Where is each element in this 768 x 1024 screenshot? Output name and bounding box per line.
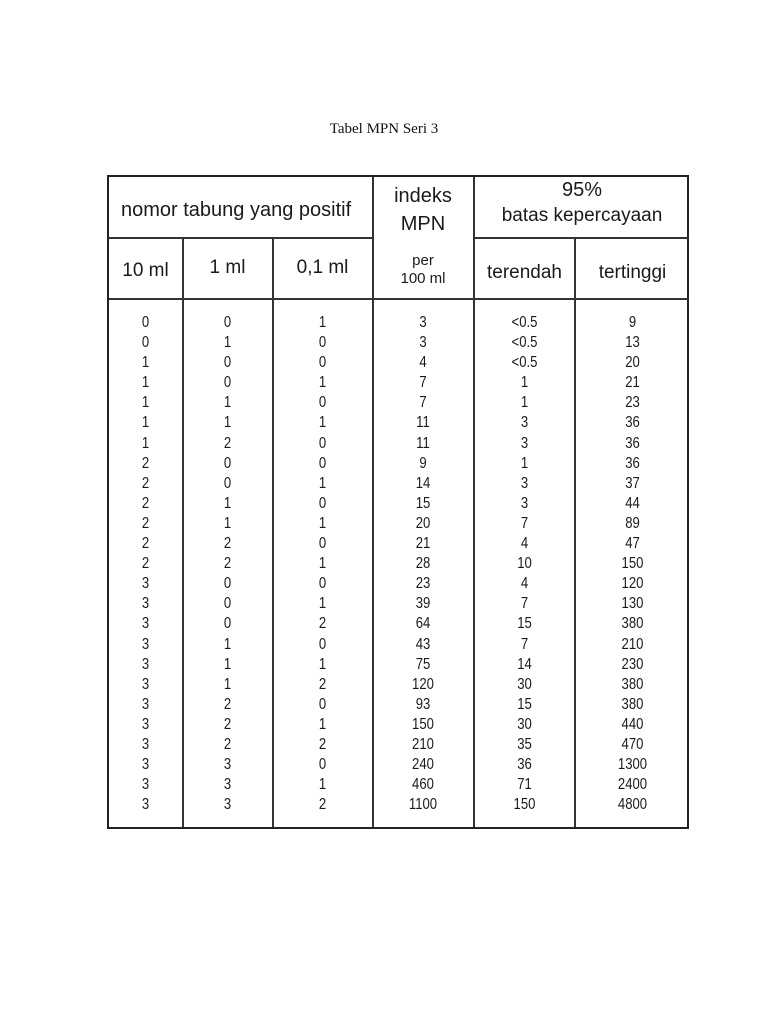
cell-high-7: 36 [625, 454, 640, 472]
cell-c01-4: 0 [318, 394, 327, 412]
cell-c10-12: 2 [141, 555, 150, 573]
cell-c10-13: 3 [141, 575, 150, 593]
cell-low-20: 30 [517, 715, 532, 733]
col-divider-1 [182, 237, 184, 827]
cell-c01-2: 0 [318, 354, 327, 372]
cell-mpn-3: 7 [419, 374, 427, 392]
cell-low-3: 1 [520, 374, 529, 392]
cell-low-17: 14 [517, 655, 532, 673]
header-confidence-label: batas kepercayaan [501, 205, 663, 226]
cell-c10-21: 3 [141, 735, 150, 753]
cell-low-0: <0.5 [511, 314, 538, 331]
cell-low-14: 7 [520, 595, 529, 613]
cell-mpn-9: 15 [415, 494, 431, 512]
header-index-line2: MPN [400, 213, 446, 235]
cell-high-12: 150 [621, 555, 644, 573]
cell-c01-7: 0 [318, 454, 327, 472]
cell-low-10: 7 [520, 514, 529, 532]
cell-c1-9: 1 [223, 494, 232, 512]
cell-c01-18: 2 [318, 675, 327, 693]
header-1ml: 1 ml [209, 257, 246, 278]
cell-c1-18: 1 [223, 675, 232, 693]
cell-low-1: <0.5 [511, 334, 538, 352]
cell-low-15: 15 [517, 615, 532, 633]
mpn-table [107, 175, 689, 829]
column-low-values [484, 313, 565, 815]
cell-c10-8: 2 [141, 474, 150, 492]
column-mpn-values [382, 313, 464, 815]
cell-high-24: 4800 [617, 796, 648, 814]
column-1ml-values [191, 313, 264, 815]
cell-c01-21: 2 [318, 735, 327, 753]
cell-c1-0: 0 [223, 314, 232, 331]
cell-mpn-19: 93 [415, 695, 431, 713]
cell-high-11: 47 [625, 535, 640, 553]
header-low: terendah [486, 262, 562, 283]
cell-high-14: 130 [621, 595, 644, 613]
cell-c01-13: 0 [318, 575, 327, 593]
cell-c10-7: 2 [141, 454, 150, 472]
cell-c1-7: 0 [223, 454, 232, 472]
cell-c01-6: 0 [318, 434, 327, 452]
cell-low-6: 3 [520, 434, 529, 452]
cell-c01-11: 0 [318, 535, 327, 553]
cell-mpn-1: 3 [419, 334, 427, 352]
col-divider-5 [574, 237, 576, 827]
cell-c10-22: 3 [141, 756, 150, 774]
cell-mpn-18: 120 [412, 675, 434, 693]
cell-c10-18: 3 [141, 675, 150, 693]
cell-c1-16: 1 [223, 635, 232, 653]
cell-c10-24: 3 [141, 796, 150, 814]
cell-c1-3: 0 [223, 374, 232, 392]
cell-high-8: 37 [625, 474, 640, 492]
header-10ml: 10 ml [122, 260, 169, 281]
cell-mpn-7: 9 [419, 454, 427, 472]
cell-mpn-20: 150 [412, 715, 434, 733]
cell-c10-17: 3 [141, 655, 150, 673]
cell-mpn-15: 64 [415, 615, 431, 633]
cell-mpn-16: 43 [415, 635, 431, 653]
col-divider-2 [272, 237, 274, 827]
cell-low-2: <0.5 [511, 354, 538, 372]
cell-c01-24: 2 [318, 796, 327, 814]
cell-low-12: 10 [517, 555, 532, 573]
cell-high-22: 1300 [617, 756, 648, 774]
cell-c1-11: 2 [223, 535, 232, 553]
cell-c01-3: 1 [318, 374, 327, 392]
cell-low-24: 150 [513, 796, 536, 814]
cell-high-16: 210 [621, 635, 644, 653]
cell-high-18: 380 [621, 675, 644, 693]
cell-c10-6: 1 [141, 434, 150, 452]
header-per-100ml: 100 ml [400, 270, 446, 287]
header-index-line1: indeks [394, 185, 452, 207]
header-divider-top [109, 237, 373, 239]
page-caption: Tabel MPN Seri 3 [329, 121, 439, 137]
cell-c1-24: 3 [223, 796, 232, 814]
cell-mpn-10: 20 [415, 514, 431, 532]
cell-low-9: 3 [520, 494, 529, 512]
cell-mpn-13: 23 [415, 575, 431, 593]
cell-high-0: 9 [628, 314, 637, 331]
cell-low-4: 1 [520, 394, 529, 412]
cell-low-21: 35 [517, 735, 532, 753]
cell-mpn-24: 1100 [408, 796, 438, 814]
cell-c01-1: 0 [318, 334, 327, 352]
cell-mpn-8: 14 [415, 474, 431, 492]
column-01ml-values [282, 313, 363, 815]
cell-c01-19: 0 [318, 695, 327, 713]
cell-mpn-0: 3 [419, 314, 427, 331]
cell-c10-5: 1 [141, 414, 150, 432]
header-divider-top-right [474, 237, 689, 239]
cell-c1-22: 3 [223, 756, 232, 774]
cell-c1-8: 0 [223, 474, 232, 492]
cell-high-17: 230 [621, 655, 644, 673]
column-10ml-values [116, 313, 176, 815]
cell-c1-4: 1 [223, 394, 232, 412]
cell-c01-9: 0 [318, 494, 327, 512]
cell-low-5: 3 [520, 414, 529, 432]
cell-high-20: 440 [621, 715, 644, 733]
cell-c10-23: 3 [141, 776, 150, 794]
cell-high-4: 23 [625, 394, 640, 412]
cell-high-6: 36 [625, 434, 640, 452]
cell-mpn-11: 21 [415, 535, 431, 553]
cell-high-1: 13 [625, 334, 640, 352]
cell-c1-20: 2 [223, 715, 232, 733]
cell-c01-23: 1 [318, 776, 327, 794]
cell-mpn-17: 75 [415, 655, 431, 673]
cell-c01-20: 1 [318, 715, 327, 733]
cell-c01-14: 1 [318, 595, 327, 613]
cell-high-3: 21 [625, 374, 640, 392]
cell-high-13: 120 [621, 575, 644, 593]
cell-mpn-23: 460 [412, 776, 434, 794]
cell-high-19: 380 [621, 695, 644, 713]
cell-high-23: 2400 [617, 776, 648, 794]
cell-high-21: 470 [621, 735, 644, 753]
cell-c01-17: 1 [318, 655, 327, 673]
cell-high-10: 89 [625, 514, 640, 532]
header-01ml: 0,1 ml [296, 257, 349, 278]
cell-c10-20: 3 [141, 715, 150, 733]
cell-c1-15: 0 [223, 615, 232, 633]
cell-mpn-4: 7 [419, 394, 427, 412]
cell-c10-10: 2 [141, 514, 150, 532]
cell-mpn-14: 39 [415, 595, 431, 613]
cell-low-13: 4 [520, 575, 529, 593]
cell-low-22: 36 [517, 756, 532, 774]
cell-c1-17: 1 [223, 655, 232, 673]
column-high-values [586, 313, 679, 815]
cell-c01-15: 2 [318, 615, 327, 633]
cell-high-5: 36 [625, 414, 640, 432]
cell-low-8: 3 [520, 474, 529, 492]
cell-c1-10: 1 [223, 514, 232, 532]
cell-c10-11: 2 [141, 535, 150, 553]
cell-c10-1: 0 [141, 334, 150, 352]
cell-c10-4: 1 [141, 394, 150, 412]
cell-c01-22: 0 [318, 756, 327, 774]
cell-mpn-22: 240 [412, 756, 434, 774]
cell-c1-6: 2 [223, 434, 232, 452]
cell-low-7: 1 [520, 454, 529, 472]
cell-mpn-6: 11 [416, 434, 430, 452]
cell-c10-0: 0 [141, 314, 150, 331]
cell-c1-5: 1 [223, 414, 232, 432]
cell-mpn-21: 210 [412, 735, 434, 753]
header-per: per [412, 252, 434, 269]
cell-high-2: 20 [625, 354, 640, 372]
header-confidence-pct: 95% [561, 179, 603, 201]
cell-c01-12: 1 [318, 555, 327, 573]
cell-low-11: 4 [520, 535, 529, 553]
cell-c01-16: 0 [318, 635, 327, 653]
cell-c1-23: 3 [223, 776, 232, 794]
header-high: tertinggi [598, 262, 667, 283]
cell-high-9: 44 [625, 494, 640, 512]
cell-c01-8: 1 [318, 474, 327, 492]
cell-c01-10: 1 [318, 514, 327, 532]
cell-c1-2: 0 [223, 354, 232, 372]
cell-low-16: 7 [520, 635, 529, 653]
cell-c1-13: 0 [223, 575, 232, 593]
cell-high-15: 380 [621, 615, 644, 633]
cell-c10-19: 3 [141, 695, 150, 713]
cell-c1-14: 0 [223, 595, 232, 613]
cell-mpn-12: 28 [415, 555, 431, 573]
cell-low-18: 30 [517, 675, 532, 693]
cell-c10-9: 2 [141, 494, 150, 512]
cell-c1-21: 2 [223, 735, 232, 753]
cell-c01-0: 1 [318, 314, 327, 331]
cell-c10-3: 1 [141, 374, 150, 392]
cell-c10-2: 1 [141, 354, 150, 372]
cell-c10-16: 3 [141, 635, 150, 653]
cell-c1-1: 1 [223, 334, 232, 352]
header-divider-bottom [109, 298, 689, 300]
cell-c01-5: 1 [318, 414, 327, 432]
cell-mpn-5: 11 [416, 414, 430, 432]
cell-low-19: 15 [517, 695, 532, 713]
cell-c1-19: 2 [223, 695, 232, 713]
cell-c1-12: 2 [223, 555, 232, 573]
cell-mpn-2: 4 [419, 354, 427, 372]
cell-low-23: 71 [517, 776, 532, 794]
cell-c10-15: 3 [141, 615, 150, 633]
header-positive-tubes: nomor tabung yang positif [121, 199, 352, 221]
cell-c10-14: 3 [141, 595, 150, 613]
